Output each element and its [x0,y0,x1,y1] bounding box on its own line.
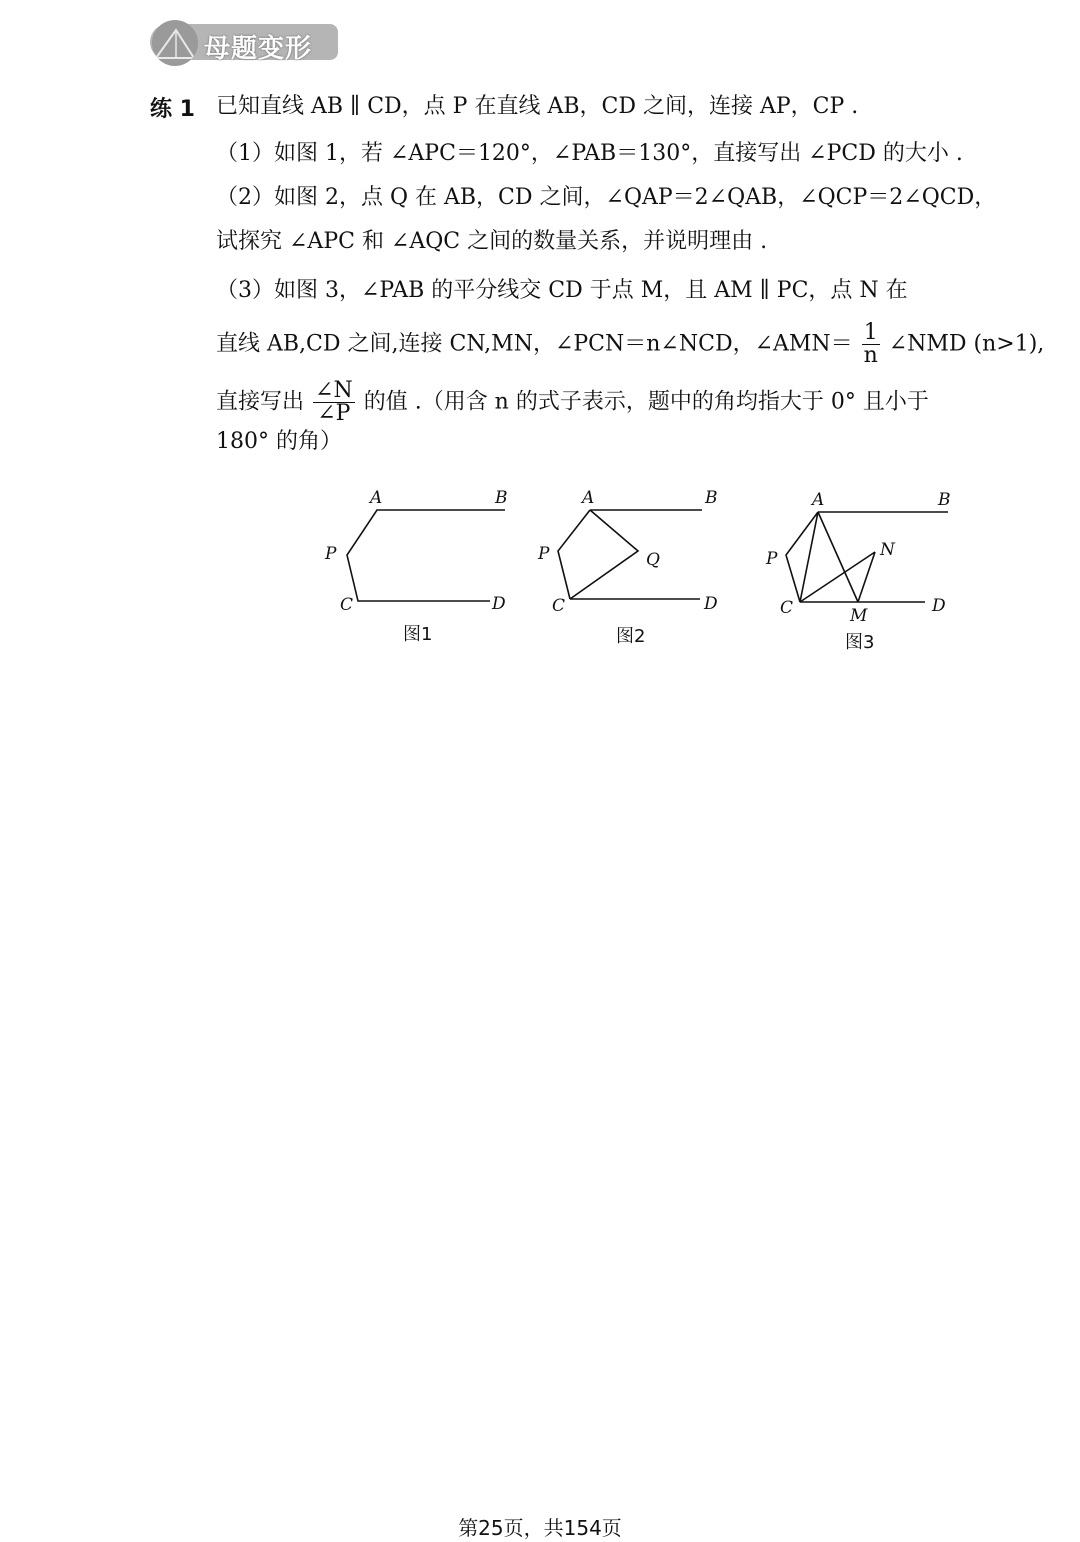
figure-3 [760,485,960,625]
question-3-line-4: 180° 的角） [216,429,342,454]
label-C: C [780,598,794,618]
question-2: （2）如图 2，点 Q 在 AB，CD 之间，∠QAP＝2∠QAB，∠QCP＝2∠QCD， [216,185,997,210]
figure-3-caption: 图3 [845,632,875,653]
label-C: C [552,596,566,616]
fraction-one-over-n [862,322,880,367]
q3-line2-text-after: ∠NMD (n>1), [888,331,1045,357]
fraction-denominator: n [863,343,878,368]
badge-title: 母题变形 [204,34,313,64]
fraction-angle-n-over-angle-p [313,380,355,425]
label-B: B [938,490,951,510]
question-3: （3）如图 3，∠PAB 的平分线交 CD 于点 M，且 AM ∥ PC，点 N 在 [216,278,908,303]
fraction-numerator: 1 [863,320,878,345]
label-P: P [538,544,550,564]
label-A: A [370,488,383,508]
q3-line3-text-before: 直接写出 [216,389,305,415]
label-D: D [704,594,718,614]
fraction-denominator: ∠P [317,401,351,426]
question-3-line-2 [216,322,1044,367]
label-P: P [325,544,337,564]
question-1: （1）如图 1，若 ∠APC＝120°，∠PAB＝130°，直接写出 ∠PCD 的大小 . [216,141,963,166]
exercise-label: 练 1 [150,97,195,122]
figure-2-caption: 图2 [616,626,646,647]
question-2-continued: 试探究 ∠APC 和 ∠AQC 之间的数量关系，并说明理由 . [216,229,768,254]
triangle-logo-icon [152,20,198,66]
label-N: N [880,540,895,560]
label-D: D [932,596,946,616]
label-A: A [582,488,595,508]
figure-1-caption: 图1 [403,624,433,645]
section-badge [150,20,340,66]
label-B: B [705,488,718,508]
label-M: M [850,606,868,625]
q3-line3-text-after: 的值 .（用含 n 的式子表示，题中的角均指大于 0° 且小于 [363,389,929,415]
problem-statement: 已知直线 AB ∥ CD，点 P 在直线 AB，CD 之间，连接 AP，CP . [216,94,859,119]
label-B: B [495,488,508,508]
label-A: A [812,490,825,510]
label-C: C [340,595,354,615]
figure-1 [320,485,520,620]
label-D: D [492,594,506,614]
label-P: P [766,549,778,569]
label-Q: Q [646,550,660,570]
fraction-numerator: ∠N [315,378,353,403]
question-3-line-3 [216,380,929,425]
q3-line2-text-before: 直线 AB,CD 之间,连接 CN,MN，∠PCN＝n∠NCD，∠AMN＝ [216,331,853,357]
page-number: 第25页，共154页 [458,1516,622,1540]
figure-2 [530,485,730,620]
